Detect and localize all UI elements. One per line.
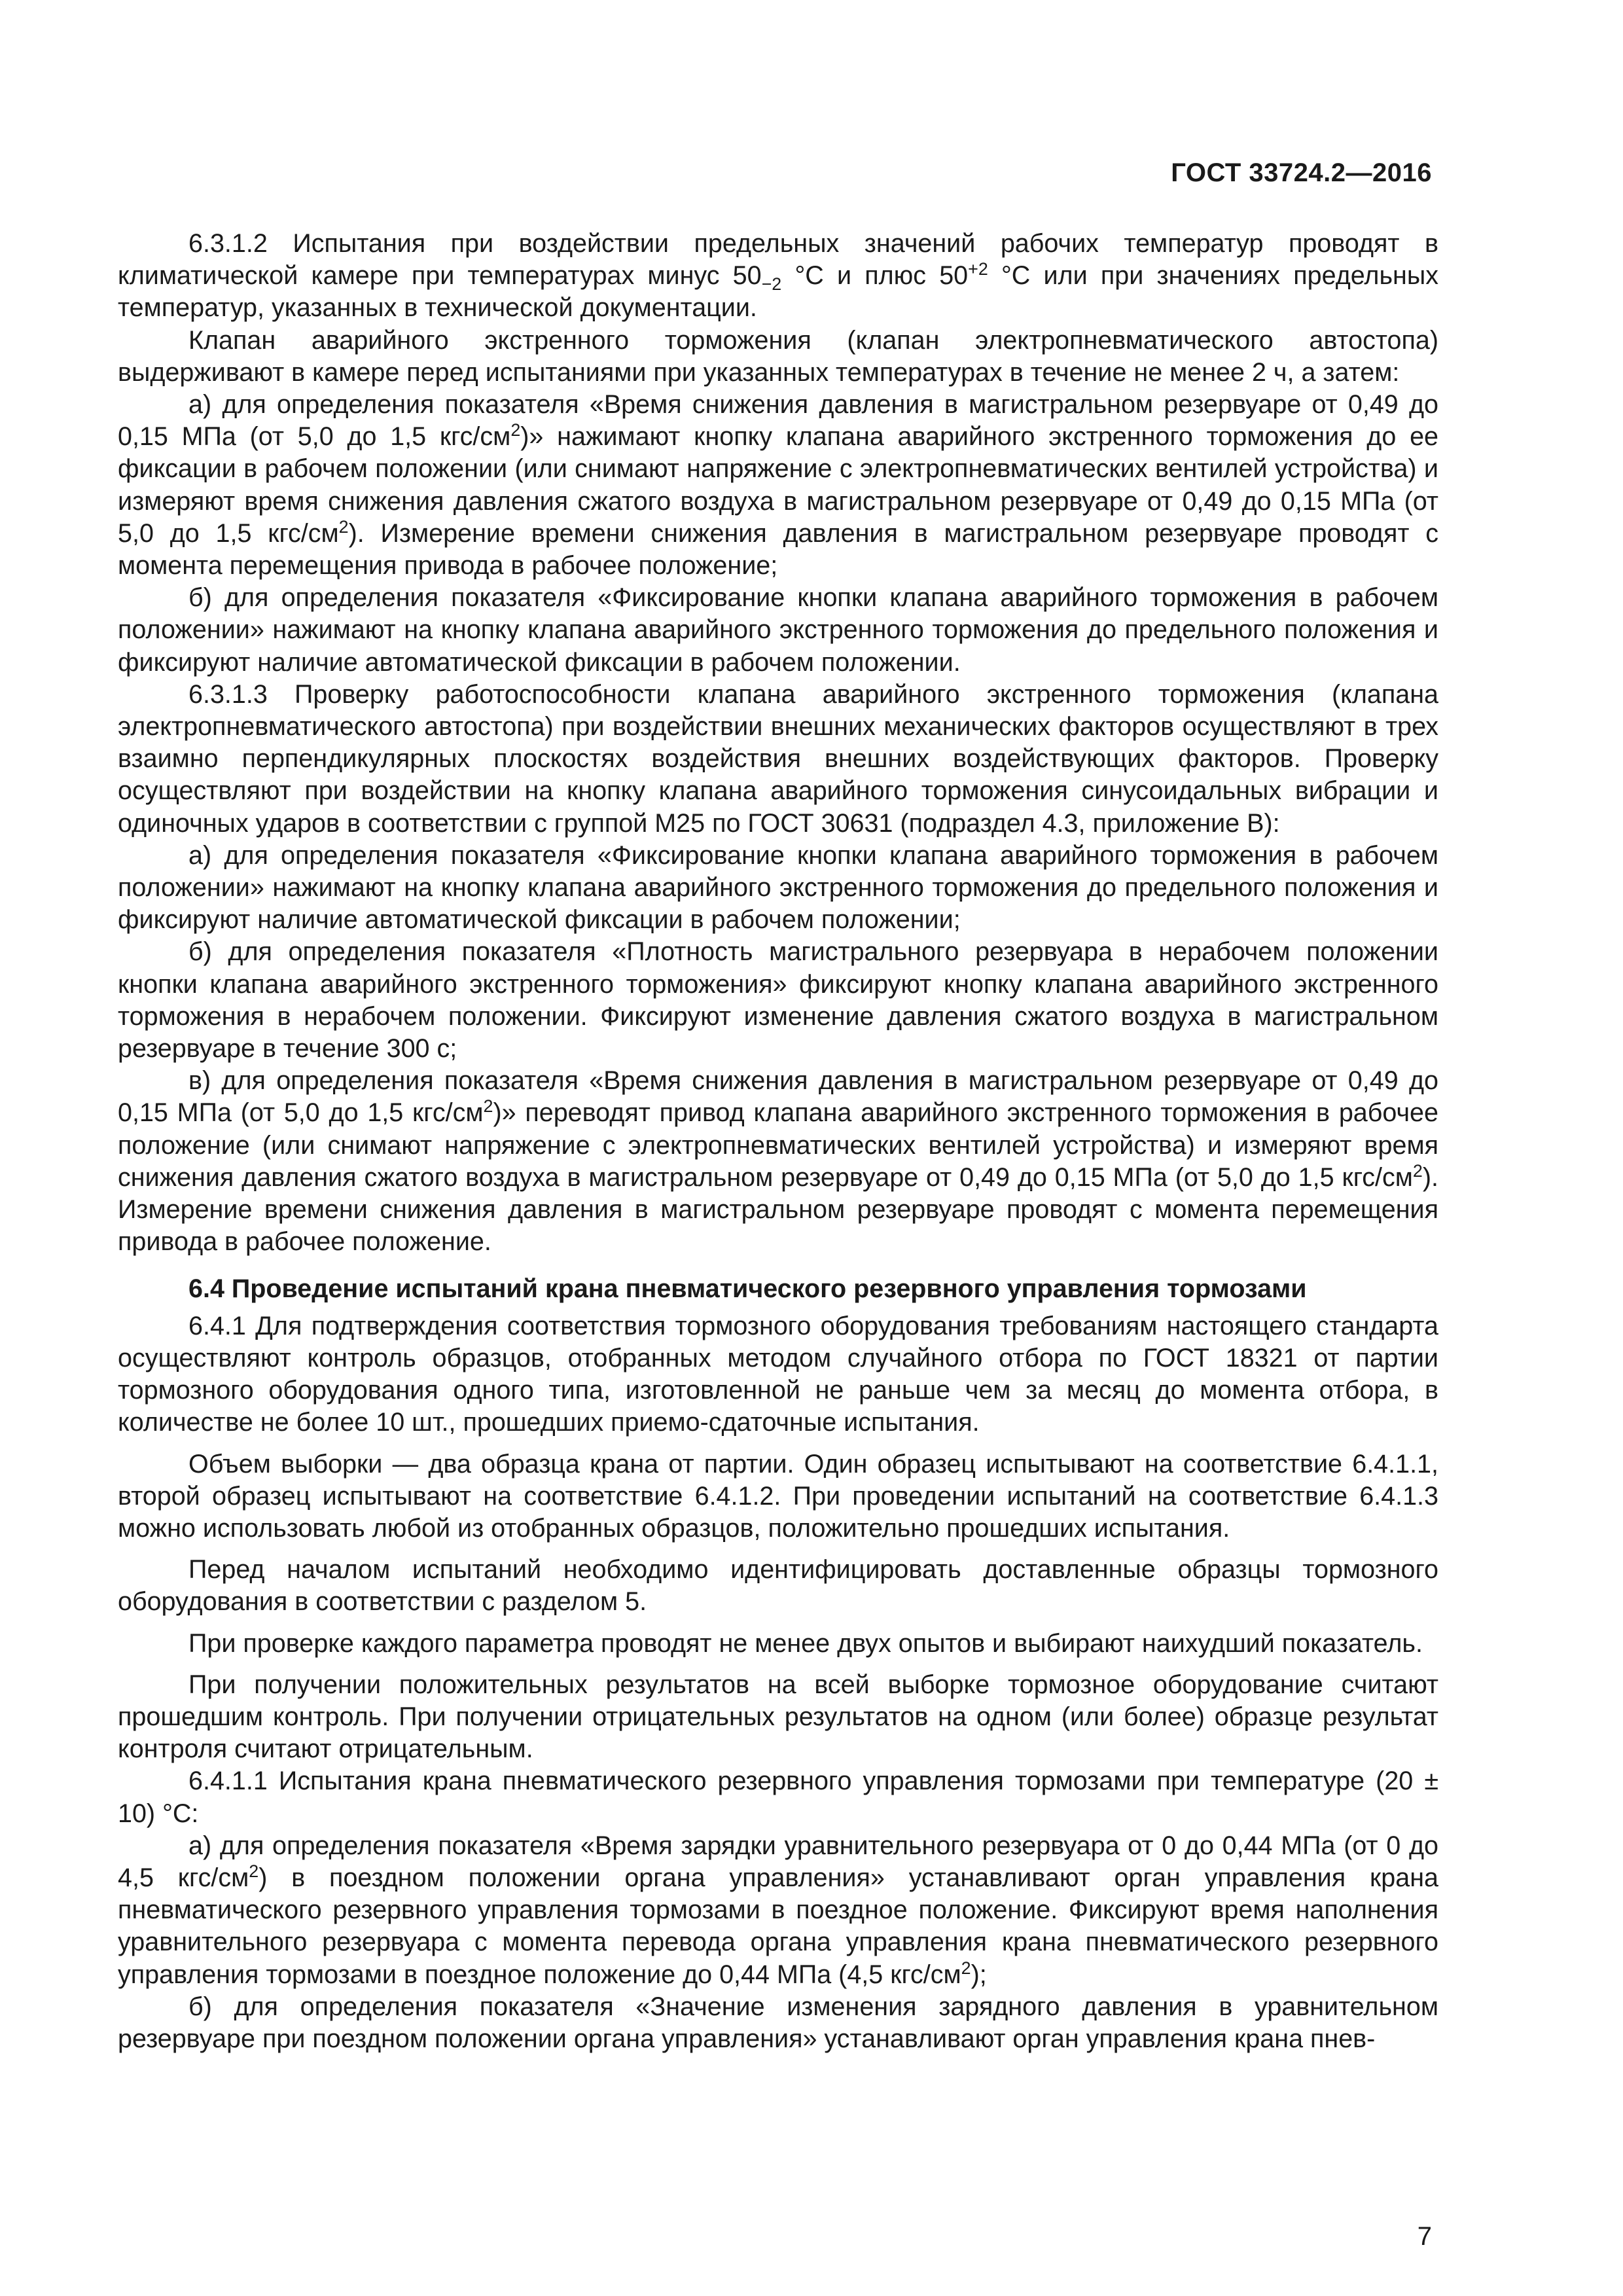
paragraph: б) для определения показателя «Фиксирование кнопки клапана аварийного торможения в рабочем положении» нажимают на кнопку клапана аварийного экстренного торможения до предельного положения и фиксируют наличие автоматической фиксации в рабочем положении.: [118, 583, 1438, 677]
paragraph: Клапан аварийного экстренного торможения (клапан электропневматического автостопа) выдерживают в камере перед испытаниями при указанных температурах в течение не менее 2 ч, а затем:: [118, 325, 1438, 387]
paragraph: б) для определения показателя «Плотность магистрального резервуара в нерабочем положении кнопки клапана аварийного экстренного торможения» фиксируют кнопку клапана аварийного экстренного торможения в нерабочем положении. Фиксируют изменение давления сжатого воздуха в магистральном резервуаре в течение 300 с;: [118, 937, 1438, 1064]
paragraph: а) для определения показателя «Время зарядки уравнительного резервуара от 0 до 0,44 МПа (от 0 до 4,5 кгс/$см^2$) в поездном положении органа управления» устанавливают орган управления крана пневматического резервного управления тормозами в поездное положение. Фиксируют время наполнения уравнительного резервуара с момента перевода органа управления крана пневматического резервного управления тормозами в поездное положение до 0,44 МПа (4,5 кгс/$см^2$);: [118, 1831, 1438, 1989]
paragraph-6-4-1-1: 6.4.1.1 Испытания крана пневматического резервного управления тормозами при температуре (20 ± 10) °С:: [118, 1767, 1438, 1828]
paragraph: а) для определения показателя «Фиксирование кнопки клапана аварийного торможения в рабочем положении» нажимают на кнопку клапана аварийного экстренного торможения до предельного положения и фиксируют наличие автоматической фиксации в рабочем положении;: [118, 840, 1438, 935]
paragraph: Объем выборки — два образца крана от партии. Один образец испытывают на соответствие 6.4.1.1, второй образец испытывают на соответствие 6.4.1.2. При проведении испытаний на соответствие 6.4.1.3 можно использовать любой из отобранных образцов, положительно прошедших испытания.: [118, 1449, 1438, 1543]
page-number: 7: [1417, 2222, 1432, 2251]
document-header: ГОСТ 33724.2—2016: [1171, 158, 1432, 187]
paragraph: Перед началом испытаний необходимо идентифицировать доставленные образцы тормозного оборудования в соответствии с разделом 5.: [118, 1555, 1438, 1617]
paragraph-6-3-1-2: 6.3.1.2 Испытания при воздействии предельных значений рабочих температур проводят в климатической камере при температурах минус $50_{-2}$ °С и плюс $50^{+2}$ °С или при значениях предельных температур, указанных в технической документации.: [118, 229, 1438, 323]
paragraph: б) для определения показателя «Значение изменения зарядного давления в уравнительном резервуаре при поездном положении органа управления» устанавливают орган управления крана пнев-: [118, 1992, 1438, 2053]
document-body: [118, 228, 1438, 2055]
paragraph: а) для определения показателя «Время снижения давления в магистральном резервуаре от 0,49 до 0,15 МПа (от 5,0 до 1,5 кгс/$см^2$)» нажимают кнопку клапана аварийного экстренного торможения до ее фиксации в рабочем положении (или снимают напряжение с электропневматических вентилей устройства) и измеряют время снижения давления сжатого воздуха в магистральном резервуаре от 0,49 до 0,15 МПа (от 5,0 до 1,5 кгс/$см^2$). Измерение времени снижения давления в магистральном резервуаре проводят с момента перемещения привода в рабочее положение;: [118, 390, 1439, 581]
paragraph: При получении положительных результатов на всей выборке тормозное оборудование считают прошедшим контроль. При получении отрицательных результатов на одном (или более) образце результат контроля считают отрицательным.: [118, 1670, 1438, 1764]
paragraph: При проверке каждого параметра проводят не менее двух опытов и выбирают наихудший показатель.: [188, 1628, 1423, 1658]
section-heading-6-4: 6.4 Проведение испытаний крана пневматического резервного управления тормозами: [188, 1274, 1307, 1303]
paragraph: в) для определения показателя «Время снижения давления в магистральном резервуаре от 0,49 до 0,15 МПа (от 5,0 до 1,5 кгс/$см^2$)» переводят привод клапана аварийного экстренного торможения в рабочее положение (или снимают напряжение с электропневматических вентилей устройства) и измеряют время снижения давления сжатого воздуха в магистральном резервуаре от 0,49 до 0,15 МПа (от 5,0 до 1,5 кгс/$см^2$). Измерение времени снижения давления в магистральном резервуаре проводят с момента перемещения привода в рабочее положение.: [118, 1066, 1438, 1257]
paragraph-6-4-1: 6.4.1 Для подтверждения соответствия тормозного оборудования требованиям настоящего стандарта осуществляют контроль образцов, отобранных методом случайного отбора по ГОСТ 18321 от партии тормозного оборудования одного типа, изготовленной не раньше чем за месяц до момента отбора, в количестве не более 10 шт., прошедших приемо-сдаточные испытания.: [118, 1311, 1438, 1437]
paragraph-6-3-1-3: 6.3.1.3 Проверку работоспособности клапана аварийного экстренного торможения (клапана электропневматического автостопа) при воздействии внешних механических факторов осуществляют в трех взаимно перпендикулярных плоскостях воздействия внешних воздействующих факторов. Проверку осуществляют при воздействии на кнопку клапана аварийного торможения синусоидальных вибрации и одиночных ударов в соответствии с группой М25 по ГОСТ 30631 (подраздел 4.3, приложение В):: [118, 679, 1438, 838]
